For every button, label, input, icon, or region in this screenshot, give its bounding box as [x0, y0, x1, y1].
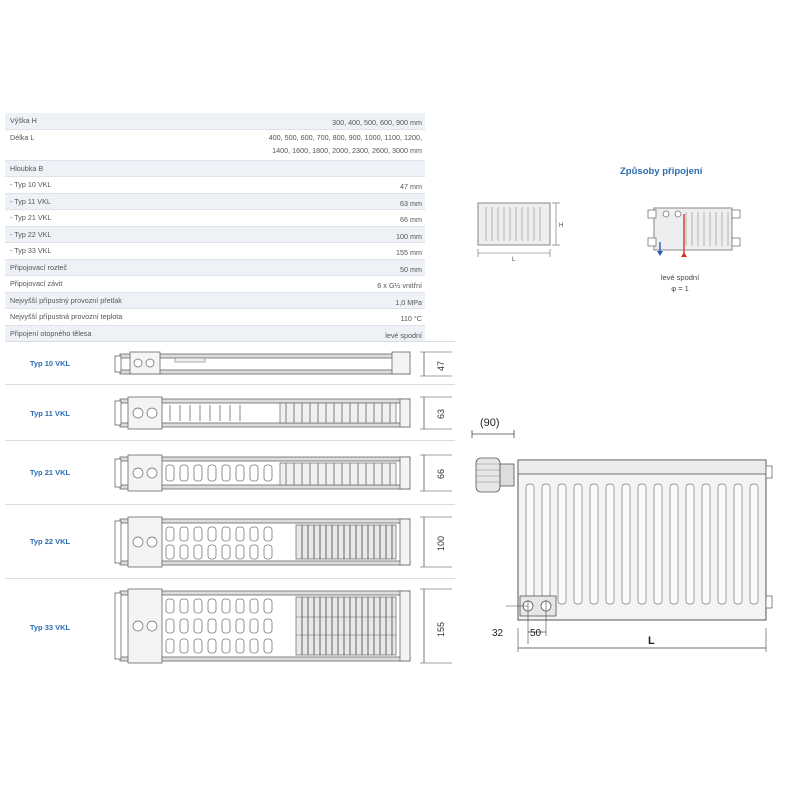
type-sections — [5, 341, 455, 671]
spec-value: 47 mm — [400, 182, 422, 191]
spec-row — [5, 161, 425, 178]
type-row — [5, 578, 455, 672]
spec-value: 66 mm — [400, 215, 422, 224]
connection-title: Způsoby připojení — [620, 166, 703, 177]
type-row — [5, 384, 455, 441]
spec-label: Výška H — [10, 116, 37, 125]
type-label: Typ 10 VKL — [29, 359, 71, 368]
depth-label: 47 — [436, 360, 446, 371]
caption-line: φ = 1 — [671, 284, 689, 293]
radiator-main-drawing — [462, 400, 792, 660]
spec-label: Připojovací rozteč — [10, 262, 68, 272]
depth-label: 66 — [436, 468, 446, 479]
spec-value: 300, 400, 500, 600, 900 mm — [332, 118, 422, 127]
spec-table — [5, 113, 425, 342]
front-l-label: L — [512, 257, 516, 263]
spec-label: - Typ 22 VKL — [10, 229, 52, 239]
type-row — [5, 440, 455, 505]
section-drawing — [100, 385, 455, 441]
section-drawing — [100, 441, 455, 505]
spec-value: levé spodní — [385, 330, 422, 340]
spec-row — [5, 227, 425, 244]
spec-value: 63 mm — [400, 198, 422, 208]
spec-label: Hloubka B — [10, 163, 44, 173]
front-h-label: H — [559, 223, 564, 229]
spec-row — [5, 326, 425, 343]
spec-value: 155 mm — [396, 248, 422, 257]
section-drawing — [100, 579, 455, 672]
type-label: Typ 11 VKL — [30, 409, 70, 418]
valve-dim-label: (90) — [480, 417, 500, 429]
spec-label: Nejvyšší přípustná provozní teplota — [10, 312, 123, 321]
spec-value: 1,0 MPa — [395, 297, 422, 307]
spec-value: 6 x G½ vnitřní — [377, 281, 422, 290]
spec-row — [5, 194, 425, 211]
depth-label: 63 — [436, 408, 446, 419]
spec-value: 50 mm — [400, 264, 422, 274]
spec-row — [5, 309, 425, 326]
spec-row — [5, 210, 425, 227]
type-label: Typ 22 VKL — [29, 537, 71, 546]
dim-32-label: 32 — [492, 628, 504, 639]
section-drawing — [100, 342, 455, 385]
spec-row — [5, 130, 425, 161]
spec-row — [5, 113, 425, 130]
radiator-front-sketch — [470, 195, 580, 265]
type-label: Typ 21 VKL — [29, 468, 71, 477]
spec-value: 110 °C — [400, 314, 422, 323]
spec-label: - Typ 33 VKL — [10, 246, 52, 255]
spec-row — [5, 276, 425, 293]
spec-value-line: 400, 500, 600, 700, 800, 900, 1000, 1100, 1200, — [268, 132, 422, 142]
spec-row — [5, 260, 425, 277]
spec-label: Připojení otopného tělesa — [10, 328, 92, 338]
caption-line: levé spodní — [660, 273, 700, 282]
spec-label: Délka L — [10, 132, 35, 142]
spec-value — [269, 131, 422, 157]
dim-L-label: L — [648, 635, 655, 647]
type-row — [5, 504, 455, 579]
spec-label: - Typ 10 VKL — [10, 180, 52, 189]
depth-label: 155 — [436, 621, 446, 637]
spec-label: Nejvyšší přípustný provozní přetlak — [10, 295, 122, 305]
spec-value: 100 mm — [396, 231, 422, 241]
spec-row — [5, 177, 425, 194]
spec-label: - Typ 21 VKL — [10, 213, 52, 222]
type-label: Typ 33 VKL — [29, 623, 71, 632]
spec-row — [5, 293, 425, 310]
spec-label: Připojovací závit — [10, 279, 63, 288]
depth-label: 100 — [436, 535, 446, 551]
dim-50-label: 50 — [530, 628, 542, 639]
type-row — [5, 341, 455, 385]
spec-value-line: 1400, 1600, 1800, 2000, 2300, 2600, 3000 mm — [272, 145, 422, 155]
spec-label: - Typ 11 VKL — [10, 196, 51, 206]
connection-caption — [640, 272, 720, 294]
spec-row — [5, 243, 425, 260]
connection-sketch — [640, 200, 750, 270]
section-drawing — [100, 505, 455, 579]
